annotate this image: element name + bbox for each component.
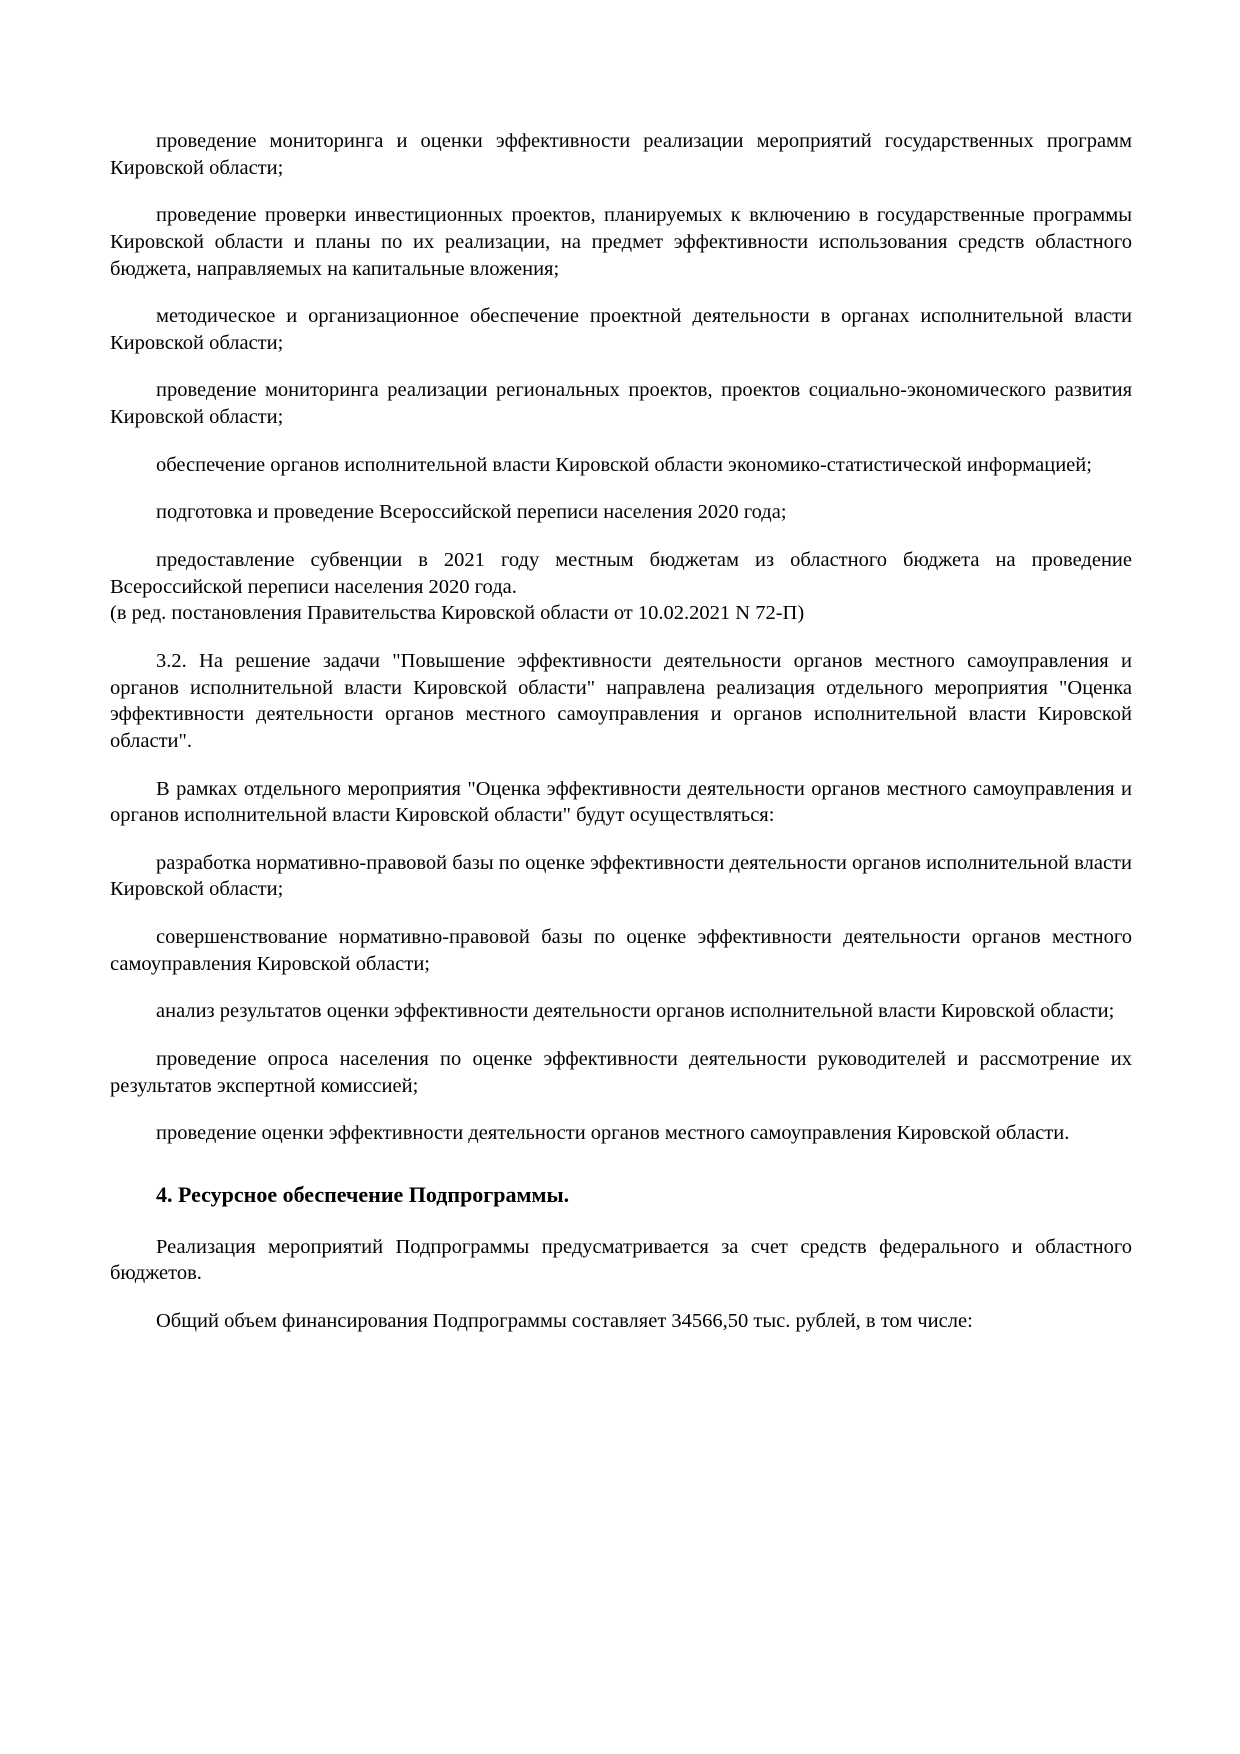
- paragraph: предоставление субвенции в 2021 году местным бюджетам из областного бюджета на проведение Всероссийской переписи населения 2020 года.: [110, 549, 1132, 598]
- paragraph: проведение мониторинга и оценки эффективности реализации мероприятий государственных программ Кировской области;: [110, 130, 1132, 179]
- document-body: [110, 128, 1132, 1334]
- paragraph: анализ результатов оценки эффективности деятельности органов исполнительной власти Кировской области;: [156, 1000, 1115, 1023]
- paragraph: проведение оценки эффективности деятельности органов местного самоуправления Кировской области.: [156, 1122, 1070, 1145]
- paragraph: подготовка и проведение Всероссийской переписи населения 2020 года;: [156, 501, 787, 524]
- paragraph: методическое и организационное обеспечение проектной деятельности в органах исполнительной власти Кировской области;: [110, 305, 1132, 354]
- paragraph: разработка нормативно-правовой базы по оценке эффективности деятельности органов исполнительной власти Кировской области;: [110, 851, 1132, 901]
- paragraph-3-2: 3.2. На решение задачи "Повышение эффективности деятельности органов местного самоуправления и органов исполнительной власти Кировской области" направлена реализация отдельного мероприятия "Оценка эффективности деятельности органов местного самоуправления и органов исполнительной власти Кировской области".: [110, 649, 1132, 752]
- paragraph: Реализация мероприятий Подпрограммы предусматривается за счет средств федерального и областного бюджетов.: [110, 1235, 1132, 1285]
- paragraph: проведение опроса населения по оценке эффективности деятельности руководителей и рассмотрение их результатов экспертной комиссией;: [110, 1048, 1132, 1097]
- paragraph: проведение мониторинга реализации региональных проектов, проектов социально-экономического развития Кировской области;: [110, 379, 1132, 429]
- paragraph: обеспечение органов исполнительной власти Кировской области экономико-статистической информацией;: [156, 453, 1092, 476]
- paragraph: совершенствование нормативно-правовой базы по оценке эффективности деятельности органов местного самоуправления Кировской области;: [110, 926, 1132, 975]
- paragraph: В рамках отдельного мероприятия "Оценка эффективности деятельности органов местного самоуправления и органов исполнительной власти Кировской области" будут осуществляться:: [110, 777, 1132, 827]
- paragraph: проведение проверки инвестиционных проектов, планируемых к включению в государственные программы Кировской области и планы по их реализации, на предмет эффективности использования средств областного бюджета, направляемых на капитальные вложения;: [110, 204, 1132, 280]
- amendment-reference: (в ред. постановления Правительства Кировской области от 10.02.2021 N 72-П): [110, 602, 805, 625]
- paragraph: Общий объем финансирования Подпрограммы составляет 34566,50 тыс. рублей, в том числе:: [156, 1309, 973, 1332]
- section-heading-4: 4. Ресурсное обеспечение Подпрограммы.: [156, 1181, 570, 1207]
